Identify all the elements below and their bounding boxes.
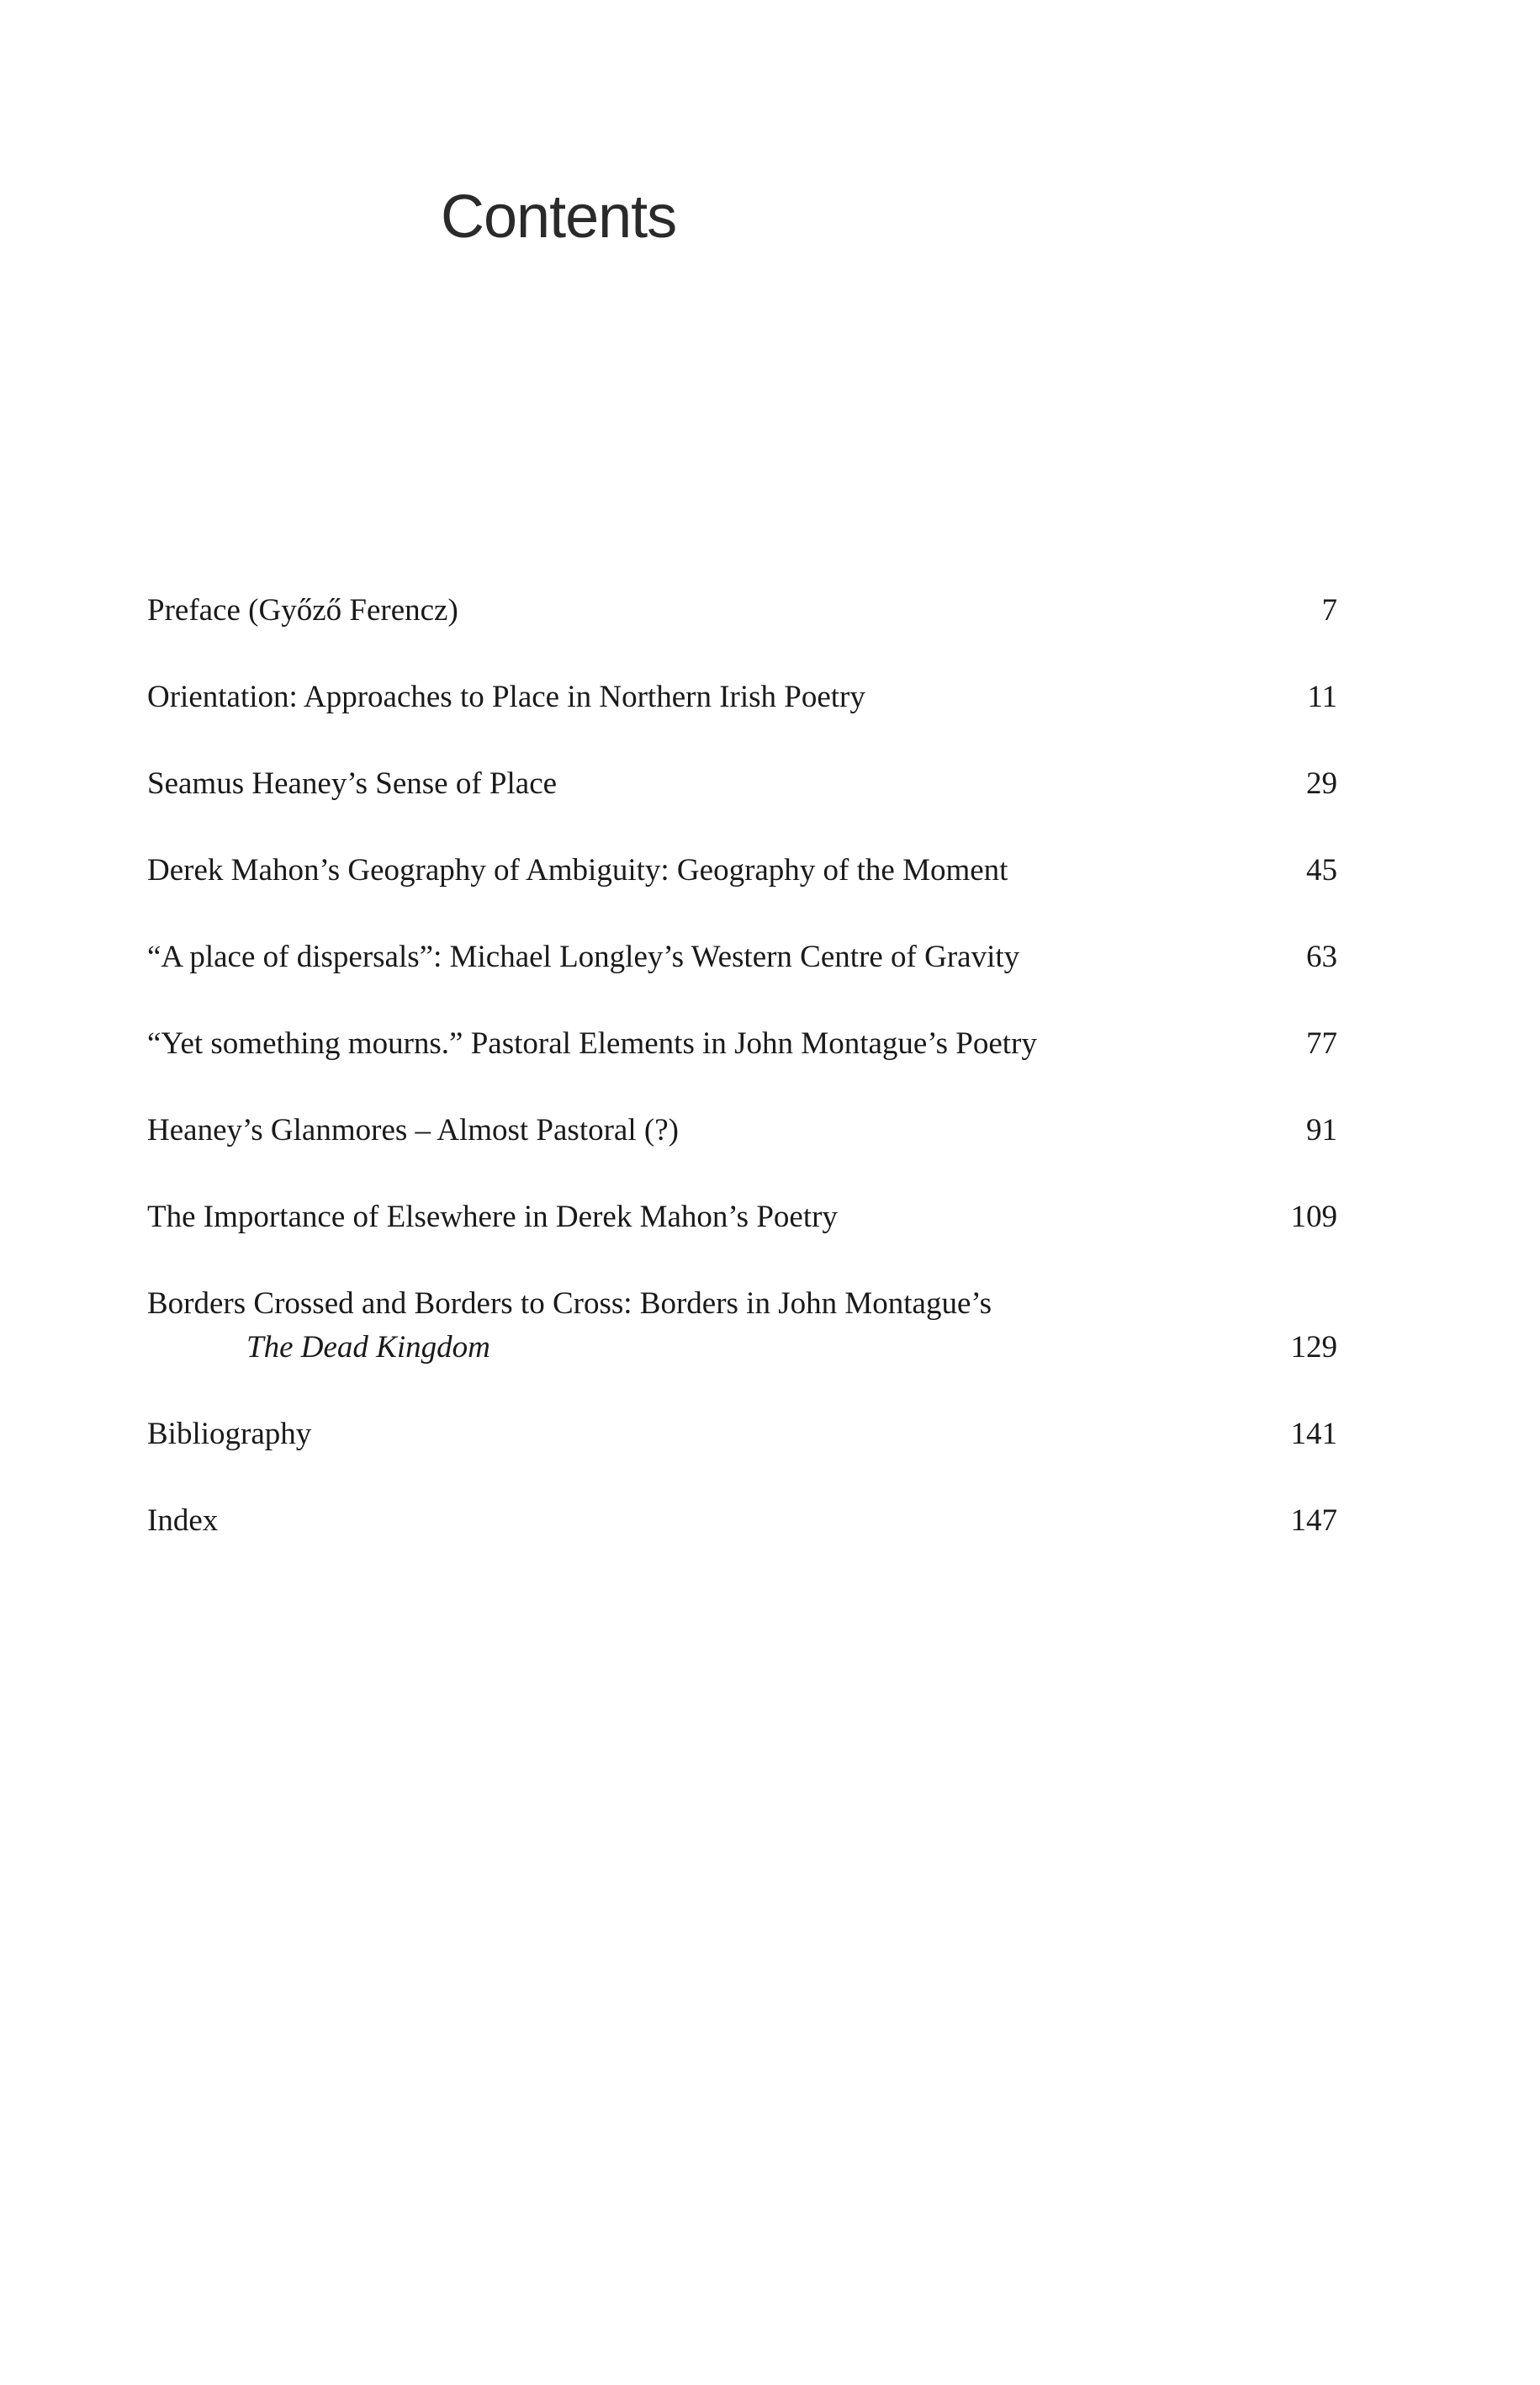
- toc-entry-title: [147, 1282, 1287, 1370]
- toc-entry-orientation: [147, 676, 1337, 719]
- toc-entry-title: Orientation: Approaches to Place in Northern Irish Poetry: [147, 680, 865, 714]
- toc-entry-page-number: 29: [1306, 766, 1337, 801]
- toc-entry-page-number: 77: [1306, 1026, 1337, 1061]
- toc-entry-page-number: 141: [1290, 1417, 1337, 1451]
- toc-entry-title: “Yet something mourns.” Pastoral Elements in John Montague’s Poetry: [147, 1026, 1037, 1061]
- toc-entry-heaney-sense-of-place: [147, 762, 1337, 806]
- toc-entry-page-number: 45: [1306, 853, 1337, 888]
- toc-entry-index: [147, 1499, 1337, 1543]
- toc-entry-title-line1: Borders Crossed and Borders to Cross: Borders in John Montague’s: [147, 1286, 992, 1321]
- toc-entry-title: Seamus Heaney’s Sense of Place: [147, 766, 558, 801]
- toc-entry-title: Bibliography: [147, 1417, 312, 1451]
- toc-entry-longley: [147, 935, 1337, 979]
- toc-entry-bibliography: [147, 1412, 1337, 1456]
- page-title: Contents: [441, 183, 677, 251]
- toc-entry-page-number: 63: [1306, 940, 1337, 974]
- toc-entry-heaney-glanmores: [147, 1109, 1337, 1153]
- table-of-contents: [147, 589, 1337, 1586]
- toc-entry-title: The Importance of Elsewhere in Derek Mahon’s Poetry: [147, 1200, 838, 1234]
- toc-entry-page-number: 147: [1290, 1503, 1337, 1538]
- toc-entry-montague-pastoral: [147, 1022, 1337, 1066]
- toc-entry-title-line2: The Dead Kingdom: [246, 1330, 490, 1365]
- toc-entry-preface: [147, 589, 1337, 633]
- toc-entry-page-number: 129: [1290, 1330, 1337, 1365]
- toc-entry-title: Heaney’s Glanmores – Almost Pastoral (?): [147, 1113, 679, 1147]
- toc-entry-montague-borders: [147, 1282, 1337, 1370]
- toc-entry-page-number: 91: [1306, 1113, 1337, 1147]
- toc-entry-mahon-geography: [147, 849, 1337, 893]
- toc-entry-page-number: 109: [1290, 1200, 1337, 1234]
- toc-entry-title: Derek Mahon’s Geography of Ambiguity: Geography of the Moment: [147, 853, 1008, 888]
- toc-entry-page-number: 7: [1321, 593, 1337, 628]
- toc-entry-title: Preface (Győző Ferencz): [147, 593, 458, 628]
- toc-entry-page-number: 11: [1307, 680, 1337, 714]
- toc-entry-title: Index: [147, 1503, 219, 1538]
- toc-entry-title: “A place of dispersals”: Michael Longley’s Western Centre of Gravity: [147, 940, 1020, 974]
- toc-entry-mahon-elsewhere: [147, 1195, 1337, 1239]
